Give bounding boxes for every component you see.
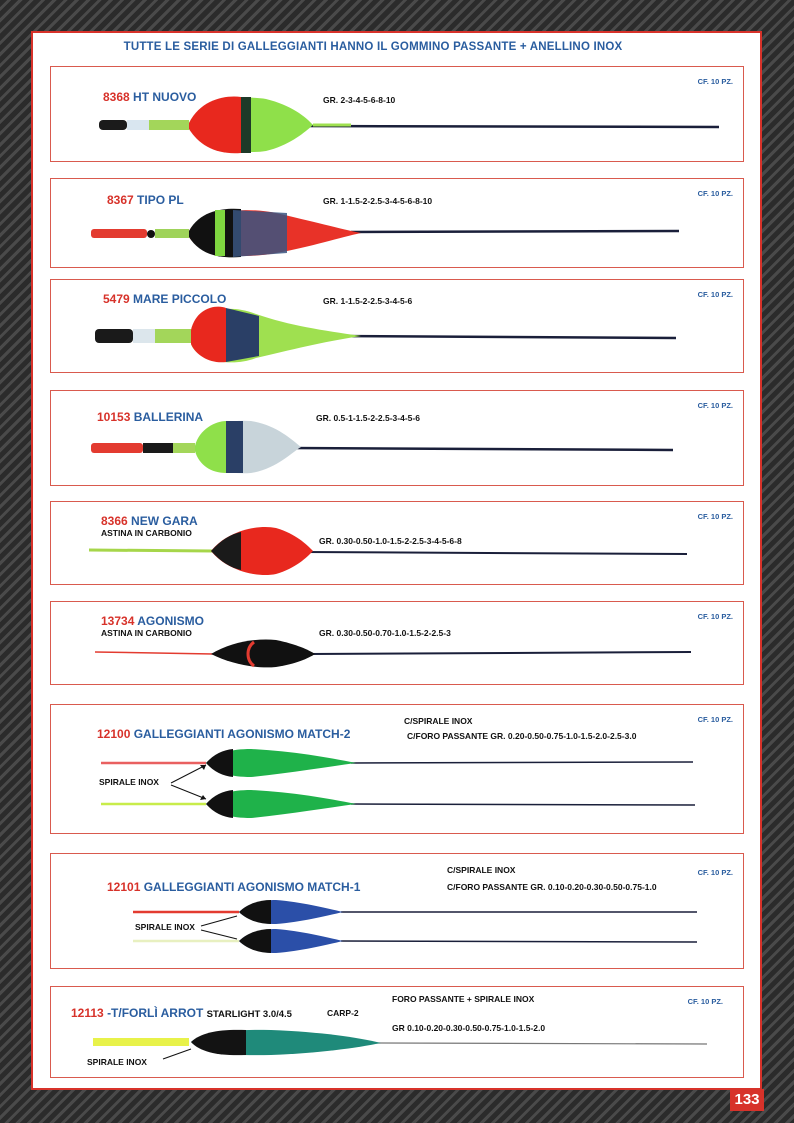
pack-quantity: CF. 10 PZ. [697,612,733,621]
product-grams: GR. 0.30-0.50-1.0-1.5-2-2.5-3-4-5-6-8 [319,536,462,546]
float-image [51,502,745,586]
pack-quantity: CF. 10 PZ. [697,868,733,877]
product-card-5479 [50,279,744,373]
product-grams: GR. 1-1.5-2-2.5-3-4-5-6-8-10 [323,196,433,206]
product-name: GALLEGGIANTI AGONISMO MATCH-2 [133,727,351,741]
product-code: 8368 [103,90,130,104]
product-grams: C/FORO PASSANTE GR. 0.20-0.50-0.75-1.0-1.5-2.0-2.5-3.0 [407,731,637,741]
pack-quantity: CF. 10 PZ. [697,77,733,86]
product-card-8368 [50,66,744,162]
product-code: 13734 [101,614,135,628]
product-name: HT NUOVO [133,90,197,104]
float-image [51,391,745,487]
product-name: NEW GARA [131,514,198,528]
float-image [51,280,745,374]
float-image [51,854,745,970]
product-subtitle: ASTINA IN CARBONIO [101,528,192,538]
product-code: 12100 [97,727,131,741]
float-image [51,179,745,269]
product-note: C/SPIRALE INOX [404,716,473,726]
product-grams: GR. 0.5-1-1.5-2-2.5-3-4-5-6 [316,413,420,423]
float-image [51,987,745,1079]
product-grams: GR. 2-3-4-5-6-8-10 [323,95,396,105]
product-grams: GR. 0.30-0.50-0.70-1.0-1.5-2-2.5-3 [319,628,451,638]
product-note: C/SPIRALE INOX [447,865,516,875]
float-image [51,602,745,686]
spiral-label: SPIRALE INOX [87,1057,147,1067]
product-name: -T/FORLÌ ARROT [107,1006,204,1020]
product-name: GALLEGGIANTI AGONISMO MATCH-1 [143,880,361,894]
product-card-8367 [50,178,744,268]
product-code: 10153 [97,410,131,424]
page-header: TUTTE LE SERIE DI GALLEGGIANTI HANNO IL GOMMINO PASSANTE + ANELLINO INOX [123,41,623,53]
product-grams: GR. 1-1.5-2-2.5-3-4-5-6 [323,296,413,306]
pack-quantity: CF. 10 PZ. [697,290,733,299]
product-code: 12113 [71,1006,104,1020]
spiral-label: SPIRALE INOX [135,922,195,932]
product-name: MARE PICCOLO [133,292,227,306]
float-image [51,67,745,163]
pack-quantity: CF. 10 PZ. [697,512,733,521]
carp-label: CARP-2 [327,1008,359,1018]
product-note: FORO PASSANTE + SPIRALE INOX [392,994,535,1004]
product-code: 12101 [107,880,141,894]
starlight-label: STARLIGHT 3.0/4.5 [206,1009,292,1020]
product-name: TIPO PL [137,193,184,207]
product-subtitle: ASTINA IN CARBONIO [101,628,192,638]
pack-quantity: CF. 10 PZ. [697,401,733,410]
product-grams: GR 0.10-0.20-0.30-0.50-0.75-1.0-1.5-2.0 [392,1023,546,1033]
product-card-12113 [50,986,744,1078]
pack-quantity: CF. 10 PZ. [697,189,733,198]
pack-quantity: CF. 10 PZ. [697,715,733,724]
product-card-8366 [50,501,744,585]
product-code: 5479 [103,292,130,306]
product-grams: C/FORO PASSANTE GR. 0.10-0.20-0.30-0.50-0.75-1.0 [447,882,657,892]
product-card-12100 [50,704,744,834]
product-card-13734 [50,601,744,685]
product-code: 8366 [101,514,128,528]
product-name: BALLERINA [133,410,204,424]
product-name: AGONISMO [137,614,204,628]
page-number: 133 [730,1089,764,1111]
spiral-label: SPIRALE INOX [99,777,159,787]
product-code: 8367 [107,193,134,207]
float-image [51,705,745,835]
product-card-10153 [50,390,744,486]
product-card-12101 [50,853,744,969]
pack-quantity: CF. 10 PZ. [687,997,723,1006]
